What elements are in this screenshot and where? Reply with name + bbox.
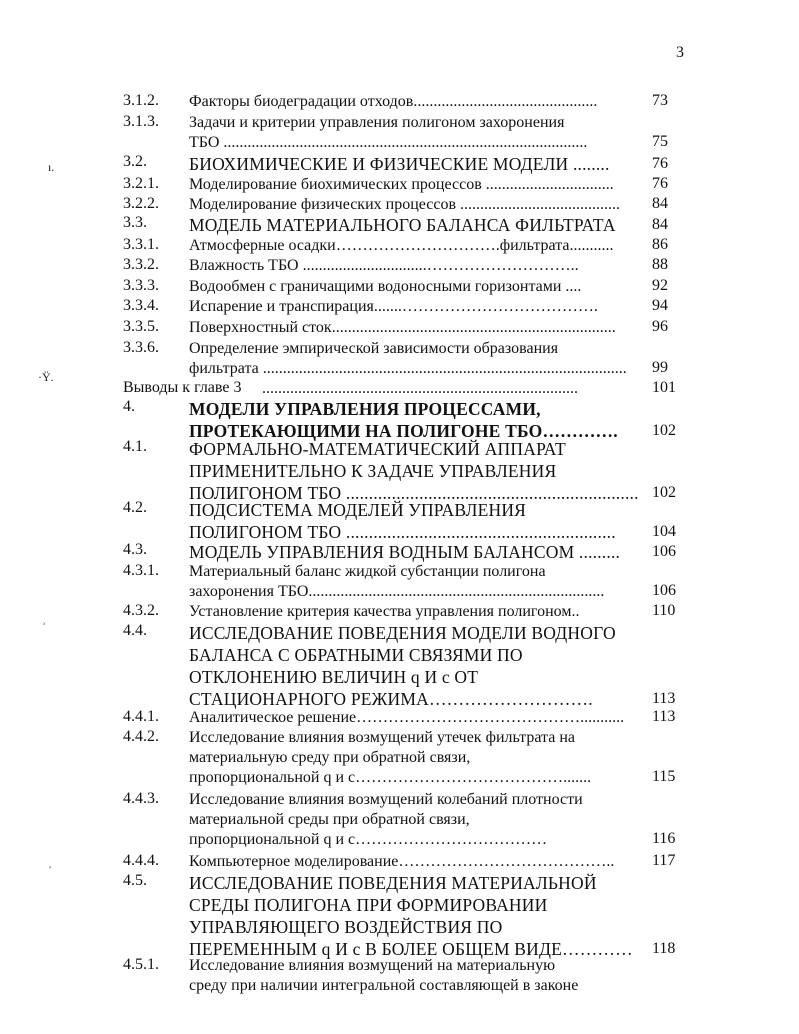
toc-entry-title-line: ИССЛЕДОВАНИЕ ПОВЕДЕНИЯ МОДЕЛИ ВОДНОГО [189, 623, 616, 643]
toc-entry-page: 102 [652, 422, 676, 439]
toc-entry-number: 3.3.2. [123, 256, 159, 273]
toc-entry-title [189, 153, 639, 175]
toc-entry-number: 3.1.2. [123, 92, 159, 109]
toc-entry-number: 4.5. [123, 872, 147, 889]
toc-entry-title-line: среду при наличии интегральной составляющей в законе [189, 977, 579, 994]
toc-entry-page: 88 [652, 256, 668, 273]
page-number: 3 [676, 44, 684, 61]
toc-entry-page: 86 [652, 236, 668, 253]
toc-entry-title-line: БИОХИМИЧЕСКИЕ И ФИЗИЧЕСКИЕ МОДЕЛИ ........ [189, 154, 610, 174]
toc-entry-page: 94 [652, 297, 668, 314]
toc-entry-page: 115 [652, 768, 676, 785]
toc-entry-title-line: МОДЕЛЬ УПРАВЛЕНИЯ ВОДНЫМ БАЛАНСОМ ......... [189, 542, 621, 562]
toc-entry-number: 4.3. [123, 541, 147, 558]
toc-entry-title [189, 852, 639, 872]
toc-entry-title [189, 214, 639, 236]
toc-entry-title [189, 790, 639, 850]
toc-entry-title-line: ............................................................................... [262, 380, 578, 397]
toc-entry-title-line: СТАЦИОНАРНОГО РЕЖИМА………………………. [189, 689, 593, 709]
toc-entry-title-line: материальную среду при обратной связи, [189, 749, 471, 766]
toc-entry-page: 92 [652, 277, 668, 294]
toc-entry-number: 3.3.6. [123, 339, 159, 356]
toc-entry-title-line: пропорциональной q и c…………………………………....... [189, 769, 592, 786]
toc-entry-title-line: Атмосферные осадки………………………….фильтрата........... [189, 237, 614, 254]
toc-entry-title-line: ОТКЛОНЕНИЮ ВЕЛИЧИН q И c ОТ [189, 667, 479, 687]
toc-entry-title [189, 708, 639, 728]
toc-entry-page: 116 [652, 830, 676, 847]
toc-entry-number: 3.2.1. [123, 175, 159, 192]
toc-entry-title-line: ФОРМАЛЬНО-МАТЕМАТИЧЕСКИЙ АППАРАТ [189, 439, 566, 459]
toc-entry-title [189, 318, 639, 338]
toc-entry-title-line: МОДЕЛИ УПРАВЛЕНИЯ ПРОЦЕССАМИ, [189, 399, 541, 419]
toc-entry-title-line: Задачи и критерии управления полигоном захоронения [189, 114, 565, 131]
toc-entry-number: 3.3. [123, 214, 147, 231]
toc-entry-title [189, 541, 639, 563]
toc-entry-title-line: ПРОТЕКАЮЩИМИ НА ПОЛИГОНЕ ТБО…………. [189, 421, 618, 441]
toc-entry-title-line: МОДЕЛЬ МАТЕРИАЛЬНОГО БАЛАНСА ФИЛЬТРАТА [189, 215, 616, 235]
toc-entry-title-line: Материальный баланс жидкой субстанции полигона [189, 563, 546, 580]
toc-entry-page: 75 [652, 133, 668, 150]
toc-entry-title-line: Исследование влияния возмущений утечек фильтрата на [189, 729, 575, 746]
toc-entry-title-line: ТБО ........................................................................................... [189, 134, 588, 151]
toc-entry-title-line: захоронения ТБО.......................................................................... [189, 583, 605, 600]
toc-entry-title [189, 622, 639, 710]
toc-entry-title-line: фильтрата ........................................................................................... [189, 360, 627, 377]
toc-entry-number: Выводы к главе 3 [123, 379, 242, 396]
margin-mark: ʾ [42, 620, 46, 634]
toc-entry-title-line: Моделирование физических процессов ........................................ [189, 196, 621, 213]
toc-entry-title-line: ПРИМЕНИТЕЛЬНО К ЗАДАЧЕ УПРАВЛЕНИЯ [189, 461, 557, 481]
toc-entry-number: 4.2. [123, 499, 147, 516]
toc-entry-title [189, 728, 639, 788]
toc-entry-title-line: Факторы биодеградации отходов.............................................. [189, 93, 598, 110]
toc-entry-page: 99 [652, 359, 668, 376]
toc-entry-title [262, 379, 640, 399]
toc-entry-page: 113 [652, 708, 676, 725]
toc-entry-number: 3.3.5. [123, 318, 159, 335]
toc-entry-title [189, 438, 639, 504]
toc-entry-page: 84 [652, 195, 668, 212]
toc-entry-title-line: ПЕРЕМЕННЫМ q И c В БОЛЕЕ ОБЩЕМ ВИДЕ………… [189, 939, 633, 959]
toc-entry-number: 3.3.1. [123, 236, 159, 253]
toc-entry-number: 3.2.2. [123, 195, 159, 212]
toc-entry-number: 4.3.1. [123, 562, 159, 579]
toc-entry-page: 110 [652, 602, 676, 619]
toc-entry-title-line: ПОЛИГОНОМ ТБО ................................................................ [189, 483, 639, 503]
toc-entry-number: 4.4. [123, 622, 147, 639]
toc-entry-title [189, 602, 639, 622]
toc-entry-title [189, 339, 639, 379]
toc-entry-title-line: СРЕДЫ ПОЛИГОНА ПРИ ФОРМИРОВАНИИ [189, 895, 548, 915]
toc-entry-page: 73 [652, 92, 668, 109]
toc-entry-page: 117 [652, 852, 676, 869]
toc-entry-title [189, 297, 639, 317]
toc-entry-number: 3.1.3. [123, 113, 159, 130]
margin-mark: ı. [48, 160, 55, 174]
toc-entry-title [189, 956, 639, 996]
toc-entry-title-line: Испарение и транспирация.......………………………………. [189, 298, 598, 315]
toc-entry-page: 101 [652, 379, 676, 396]
toc-entry-title-line: Определение эмпирической зависимости образования [189, 340, 559, 357]
toc-entry-title [189, 398, 639, 442]
toc-entry-title-line: Компьютерное моделирование………………………………….. [189, 853, 615, 870]
toc-entry-number: 4.4.3. [123, 790, 159, 807]
toc-entry-page: 104 [652, 523, 676, 540]
toc-entry-number: 4. [123, 398, 135, 415]
toc-entry-title-line: Влажность ТБО ...............................……………………….. [189, 257, 579, 274]
toc-entry-title-line: Поверхностный сток....................................................................... [189, 319, 616, 336]
toc-entry-title-line: материальной среды при обратной связи, [189, 811, 470, 828]
toc-entry-title-line: Исследование влияния возмущений на материальную [189, 957, 556, 974]
toc-entry-number: 4.1. [123, 438, 147, 455]
toc-entry-page: 76 [652, 175, 668, 192]
toc-entry-page: 84 [652, 216, 668, 233]
toc-entry-page: 118 [652, 940, 676, 957]
toc-entry-title-line: ПОЛИГОНОМ ТБО ........................................................... [189, 522, 616, 542]
toc-entry-title [189, 256, 639, 276]
toc-entry-title-line: Исследование влияния возмущений колебаний плотности [189, 791, 583, 808]
toc-entry-title [189, 499, 639, 543]
toc-entry-number: 3.3.3. [123, 277, 159, 294]
toc-entry-page: 76 [652, 155, 668, 172]
toc-entry-title [189, 175, 639, 195]
toc-entry-title [189, 195, 639, 215]
toc-entry-title [189, 562, 639, 602]
toc-entry-number: 4.4.4. [123, 852, 159, 869]
toc-entry-title-line: ПОДСИСТЕМА МОДЕЛЕЙ УПРАВЛЕНИЯ [189, 500, 527, 520]
toc-entry-page: 102 [652, 484, 676, 501]
toc-entry-title [189, 277, 639, 297]
margin-mark: ·Ÿ. [38, 370, 54, 384]
toc-entry-title [189, 236, 639, 256]
toc-entry-number: 4.5.1. [123, 956, 159, 973]
toc-entry-title-line: пропорциональной q и c……………………………… [189, 831, 548, 848]
toc-entry-page: 106 [652, 543, 676, 560]
toc-entry-title-line: БАЛАНСА С ОБРАТНЫМИ СВЯЗЯМИ ПО [189, 645, 523, 665]
toc-entry-number: 4.3.2. [123, 602, 159, 619]
margin-mark: ˒ [48, 858, 52, 872]
toc-entry-title [189, 113, 639, 153]
toc-entry-title-line: Моделирование биохимических процессов ................................ [189, 176, 614, 193]
toc-entry-title-line: Водообмен с граничащими водоносными горизонтами .... [189, 278, 582, 295]
toc-entry-number: 4.4.2. [123, 728, 159, 745]
toc-entry-title [189, 92, 639, 112]
toc-entry-page: 113 [652, 690, 676, 707]
toc-entry-page: 96 [652, 318, 668, 335]
toc-entry-title [189, 872, 639, 960]
toc-entry-number: 3.2. [123, 153, 147, 170]
toc-entry-title-line: Аналитическое решение……………………………………........... [189, 709, 625, 726]
toc-entry-title-line: УПРАВЛЯЮЩЕГО ВОЗДЕЙСТВИЯ ПО [189, 917, 503, 937]
toc-entry-number: 3.3.4. [123, 297, 159, 314]
toc-entry-number: 4.4.1. [123, 708, 159, 725]
toc-entry-title-line: ИССЛЕДОВАНИЕ ПОВЕДЕНИЯ МАТЕРИАЛЬНОЙ [189, 873, 597, 893]
toc-entry-page: 106 [652, 582, 676, 599]
toc-entry-title-line: Установление критерия качества управления полигоном.. [189, 603, 580, 620]
